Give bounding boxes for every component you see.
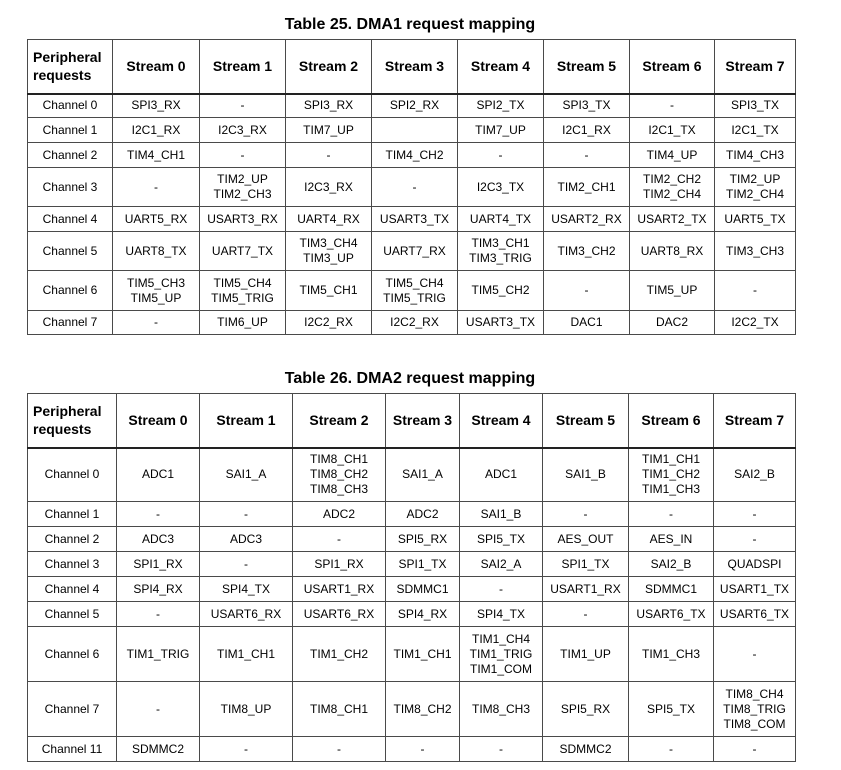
table-row — [28, 271, 796, 311]
table-cell: - — [386, 737, 460, 762]
table-cell: SAI1_A — [386, 448, 460, 502]
header-stream-6: Stream 6 — [630, 40, 715, 94]
row-label: Channel 5 — [28, 232, 113, 271]
table-cell: UART8_RX — [630, 232, 715, 271]
header-stream-7: Stream 7 — [714, 394, 796, 448]
table-cell: SPI3_RX — [113, 94, 200, 118]
table-cell: TIM3_CH3 — [715, 232, 796, 271]
table-cell: - — [458, 143, 544, 168]
table-cell: TIM1_TRIG — [117, 627, 200, 682]
table-cell: TIM1_CH1 TIM1_CH2 TIM1_CH3 — [629, 448, 714, 502]
table-cell: - — [630, 94, 715, 118]
table-cell: AES_IN — [629, 527, 714, 552]
table-cell: SDMMC1 — [386, 577, 460, 602]
table-cell: UART7_RX — [372, 232, 458, 271]
table-26-title: Table 26. DMA2 request mapping — [284, 370, 536, 387]
table-cell: SPI3_RX — [286, 94, 372, 118]
table-cell: DAC1 — [544, 311, 630, 335]
table-cell: SPI5_TX — [460, 527, 543, 552]
table-cell: I2C1_RX — [544, 118, 630, 143]
table-cell: - — [714, 627, 796, 682]
table-cell: SAI2_B — [629, 552, 714, 577]
header-stream-3: Stream 3 — [372, 40, 458, 94]
row-label: Channel 3 — [28, 552, 117, 577]
table-cell: TIM8_CH3 — [460, 682, 543, 737]
table-cell: USART3_TX — [458, 311, 544, 335]
table-row — [28, 311, 796, 335]
table-cell: TIM1_UP — [543, 627, 629, 682]
table-cell: UART7_TX — [200, 232, 286, 271]
table-cell — [372, 118, 458, 143]
table-cell: SPI5_RX — [386, 527, 460, 552]
table-cell: SDMMC2 — [117, 737, 200, 762]
table-cell: TIM2_UP TIM2_CH4 — [715, 168, 796, 207]
row-label: Channel 3 — [28, 168, 113, 207]
table-cell: TIM5_UP — [630, 271, 715, 311]
table-cell: - — [714, 527, 796, 552]
table-row — [28, 737, 796, 762]
table-cell: SPI1_RX — [293, 552, 386, 577]
table-cell: TIM8_CH1 TIM8_CH2 TIM8_CH3 — [293, 448, 386, 502]
table-cell: UART4_TX — [458, 207, 544, 232]
table-row — [28, 627, 796, 682]
table-cell: TIM4_CH3 — [715, 143, 796, 168]
table-cell: TIM7_UP — [458, 118, 544, 143]
table-cell: SPI2_RX — [372, 94, 458, 118]
table-cell: QUADSPI — [714, 552, 796, 577]
table-cell: - — [200, 502, 293, 527]
header-stream-1: Stream 1 — [200, 40, 286, 94]
header-stream-7: Stream 7 — [715, 40, 796, 94]
row-label: Channel 0 — [28, 448, 117, 502]
table-cell: TIM5_CH4 TIM5_TRIG — [200, 271, 286, 311]
table-cell: TIM1_CH4 TIM1_TRIG TIM1_COM — [460, 627, 543, 682]
table-row — [28, 232, 796, 271]
table-cell: TIM7_UP — [286, 118, 372, 143]
header-stream-5: Stream 5 — [544, 40, 630, 94]
row-label: Channel 4 — [28, 207, 113, 232]
table-cell: TIM8_CH1 — [293, 682, 386, 737]
table-cell: - — [286, 143, 372, 168]
header-stream-0: Stream 0 — [113, 40, 200, 94]
table-cell: - — [544, 143, 630, 168]
table-cell: I2C1_TX — [715, 118, 796, 143]
header-peripheral-requests: Peripheral requests — [28, 394, 117, 448]
table-cell: SAI1_A — [200, 448, 293, 502]
table-cell: TIM4_CH1 — [113, 143, 200, 168]
table-cell: - — [543, 602, 629, 627]
table-cell: USART6_TX — [714, 602, 796, 627]
header-stream-2: Stream 2 — [286, 40, 372, 94]
row-label: Channel 7 — [28, 682, 117, 737]
dma1-table-body — [28, 94, 796, 335]
table-cell: - — [113, 311, 200, 335]
table-cell: TIM3_CH1 TIM3_TRIG — [458, 232, 544, 271]
table-row — [28, 502, 796, 527]
table-cell: I2C3_RX — [286, 168, 372, 207]
table-cell: I2C2_RX — [372, 311, 458, 335]
table-cell: TIM8_CH2 — [386, 682, 460, 737]
table-cell: SDMMC2 — [543, 737, 629, 762]
table-cell: SPI4_TX — [460, 602, 543, 627]
header-stream-2: Stream 2 — [293, 394, 386, 448]
table-cell: TIM4_CH2 — [372, 143, 458, 168]
table-cell: USART2_TX — [630, 207, 715, 232]
table-row — [28, 118, 796, 143]
table-cell: USART3_RX — [200, 207, 286, 232]
header-stream-3: Stream 3 — [386, 394, 460, 448]
table-cell: - — [715, 271, 796, 311]
table-cell: SAI2_A — [460, 552, 543, 577]
table-row — [28, 682, 796, 737]
row-label: Channel 5 — [28, 602, 117, 627]
table-cell: TIM6_UP — [200, 311, 286, 335]
table-cell: SPI1_RX — [117, 552, 200, 577]
table-cell: UART5_TX — [715, 207, 796, 232]
table-25-title: Table 25. DMA1 request mapping — [284, 16, 536, 33]
table-cell: - — [293, 737, 386, 762]
table-cell: SPI5_RX — [543, 682, 629, 737]
table-cell: - — [113, 168, 200, 207]
table-cell: TIM1_CH2 — [293, 627, 386, 682]
header-stream-1: Stream 1 — [200, 394, 293, 448]
table-cell: SPI4_RX — [117, 577, 200, 602]
table-cell: SPI1_TX — [543, 552, 629, 577]
table-cell: TIM1_CH1 — [386, 627, 460, 682]
row-label: Channel 0 — [28, 94, 113, 118]
table-cell: USART2_RX — [544, 207, 630, 232]
table-cell: - — [460, 577, 543, 602]
table-cell: AES_OUT — [543, 527, 629, 552]
table-cell: ADC1 — [460, 448, 543, 502]
row-label: Channel 6 — [28, 627, 117, 682]
table-cell: UART8_TX — [113, 232, 200, 271]
row-label: Channel 7 — [28, 311, 113, 335]
table-cell: DAC2 — [630, 311, 715, 335]
header-stream-4: Stream 4 — [460, 394, 543, 448]
table-row — [28, 602, 796, 627]
table-cell: TIM3_CH4 TIM3_UP — [286, 232, 372, 271]
table-cell: - — [714, 502, 796, 527]
row-label: Channel 2 — [28, 527, 117, 552]
table-cell: USART1_RX — [543, 577, 629, 602]
table-row — [28, 143, 796, 168]
table-cell: SAI1_B — [543, 448, 629, 502]
table-cell: ADC3 — [117, 527, 200, 552]
table-cell: I2C1_TX — [630, 118, 715, 143]
table-cell: USART6_RX — [293, 602, 386, 627]
table-cell: SDMMC1 — [629, 577, 714, 602]
table-cell: SPI3_TX — [715, 94, 796, 118]
table-cell: TIM8_UP — [200, 682, 293, 737]
table-cell: TIM5_CH3 TIM5_UP — [113, 271, 200, 311]
table-cell: USART1_TX — [714, 577, 796, 602]
table-cell: - — [200, 94, 286, 118]
table-row — [28, 552, 796, 577]
row-label: Channel 1 — [28, 502, 117, 527]
row-label: Channel 6 — [28, 271, 113, 311]
table-cell: - — [629, 737, 714, 762]
table-cell: USART6_TX — [629, 602, 714, 627]
table-cell: TIM5_CH4 TIM5_TRIG — [372, 271, 458, 311]
table-cell: - — [629, 502, 714, 527]
table-cell: ADC2 — [293, 502, 386, 527]
table-cell: - — [714, 737, 796, 762]
table-cell: USART3_TX — [372, 207, 458, 232]
table-cell: I2C2_TX — [715, 311, 796, 335]
header-peripheral-requests: Peripheral requests — [28, 40, 113, 94]
table-row — [28, 168, 796, 207]
table-cell: TIM8_CH4 TIM8_TRIG TIM8_COM — [714, 682, 796, 737]
header-stream-4: Stream 4 — [458, 40, 544, 94]
table-cell: TIM1_CH1 — [200, 627, 293, 682]
table-cell: TIM5_CH1 — [286, 271, 372, 311]
table-cell: - — [117, 602, 200, 627]
table-cell: - — [543, 502, 629, 527]
table-cell: SPI5_TX — [629, 682, 714, 737]
table-cell: I2C3_TX — [458, 168, 544, 207]
table-cell: SPI4_RX — [386, 602, 460, 627]
table-cell: SPI4_TX — [200, 577, 293, 602]
table-cell: - — [460, 737, 543, 762]
table-row — [28, 527, 796, 552]
table-cell: SAI1_B — [460, 502, 543, 527]
table-cell: - — [544, 271, 630, 311]
table-cell: - — [372, 168, 458, 207]
dma1-request-mapping-table — [27, 39, 796, 335]
table-cell: TIM3_CH2 — [544, 232, 630, 271]
table-cell: I2C3_RX — [200, 118, 286, 143]
table-cell: TIM2_CH2 TIM2_CH4 — [630, 168, 715, 207]
header-stream-6: Stream 6 — [629, 394, 714, 448]
table-row — [28, 577, 796, 602]
dma2-table-body — [28, 448, 796, 762]
table-row — [28, 448, 796, 502]
table-row — [28, 94, 796, 118]
row-label: Channel 2 — [28, 143, 113, 168]
table-cell: SAI2_B — [714, 448, 796, 502]
table-cell: TIM4_UP — [630, 143, 715, 168]
table-cell: SPI1_TX — [386, 552, 460, 577]
table-cell: I2C2_RX — [286, 311, 372, 335]
table-row — [28, 207, 796, 232]
table-cell: ADC3 — [200, 527, 293, 552]
table-cell: TIM2_CH1 — [544, 168, 630, 207]
row-label: Channel 4 — [28, 577, 117, 602]
table-cell: SPI2_TX — [458, 94, 544, 118]
table-cell: - — [117, 502, 200, 527]
table-cell: TIM5_CH2 — [458, 271, 544, 311]
table-cell: - — [200, 143, 286, 168]
table-cell: - — [200, 737, 293, 762]
table-cell: ADC2 — [386, 502, 460, 527]
header-stream-0: Stream 0 — [117, 394, 200, 448]
row-label: Channel 11 — [28, 737, 117, 762]
table-cell: USART6_RX — [200, 602, 293, 627]
table-cell: - — [293, 527, 386, 552]
table-cell: USART1_RX — [293, 577, 386, 602]
dma2-request-mapping-table — [27, 393, 796, 762]
table-cell: UART5_RX — [113, 207, 200, 232]
header-stream-5: Stream 5 — [543, 394, 629, 448]
table-cell: - — [200, 552, 293, 577]
table-cell: SPI3_TX — [544, 94, 630, 118]
table-cell: UART4_RX — [286, 207, 372, 232]
table-cell: TIM1_CH3 — [629, 627, 714, 682]
table-cell: ADC1 — [117, 448, 200, 502]
table-cell: I2C1_RX — [113, 118, 200, 143]
table-cell: - — [117, 682, 200, 737]
row-label: Channel 1 — [28, 118, 113, 143]
table-cell: TIM2_UP TIM2_CH3 — [200, 168, 286, 207]
